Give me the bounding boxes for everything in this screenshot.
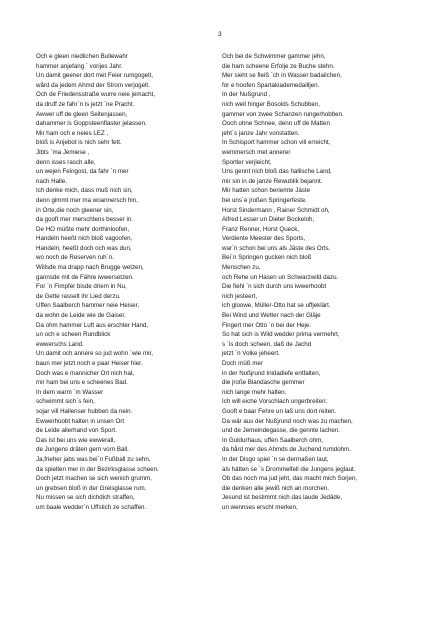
text-line: un och e scheen Rundblick [36, 331, 111, 339]
text-line: Da ohm hammer Luft aus erschter Hand, [36, 321, 149, 329]
text-line: bei uns`e jroßen Springerfeste. [222, 196, 307, 204]
text-line: bloß is Anjebot is nich sehr fett. [36, 139, 122, 147]
text-line: Handeln, heeßt doch och was dun, [36, 244, 132, 252]
text-line: da druff ze fahr`n is jetzt `ne Pracht. [36, 100, 135, 108]
text-line: for e hoofen Spartakiademedailljen. [222, 81, 320, 89]
text-line: Fingert mer Otto `n bei der Heje. [222, 321, 312, 329]
text-line: Jibts `ma Jemiese , [36, 148, 90, 156]
text-line: In Guldurhaus, uffen Saalberch ohm, [222, 436, 324, 444]
text-line: da wohn de Leide wie de Gaiser. [36, 312, 126, 320]
text-line: Un damit och annere so jud wohn `wie mir, [36, 350, 153, 358]
text-line: in Orte,die noch gleener sin, [36, 206, 114, 214]
text-line: jeht`s janze Jahr vonstatten. [222, 129, 300, 137]
text-line: Menschen zu, [222, 264, 261, 272]
text-line: war`n schon bei uns als Jäste des Orts. [222, 244, 331, 252]
text-line: de Gette rasselt ihr Lied derzu. [36, 292, 121, 300]
text-line: Willsde ma drapp nach Brugge wetzen, [36, 264, 144, 272]
text-line: nich weit hinger Bosolds Schubben, [222, 100, 321, 108]
text-line: und de Jemeindegasse, die gennte lachen. [222, 427, 340, 435]
text-line: ich gloowe, Müller-Otto hat se uffjeklärt. [222, 302, 331, 310]
text-line: um baale wedder`n Uffstich ze schaffen. [36, 503, 147, 511]
text-line: nach Halle. [36, 177, 67, 185]
text-line: mir sin in de janze Rewublik bejannt. [222, 177, 323, 185]
text-line: un wennses erscht merken, [222, 503, 298, 511]
text-line: die ham scheene Erfolje ze Buche stehn. [222, 62, 335, 70]
text-line: Doch müß mer [222, 360, 263, 367]
text-line: Die fiehl `n sich durch uns iwwerhoobt [222, 283, 327, 291]
text-line: Ja,frieher jabs was bei`n Fußball zu sehn, [36, 455, 151, 463]
text-line: Da wär aus der Nußjrund noch was zu machen, [222, 417, 353, 425]
text-line: nich lange mehr halten. [222, 388, 287, 396]
text-line: Ich denke mich, dass muß nich sin, [36, 187, 133, 195]
text-line: mir ham bei uns e scheenes Bad. [36, 379, 128, 387]
text-line: Ooch ohne Schnee, denn uff de Matten [222, 120, 330, 128]
text-line: wård da jedem Ahmd der Strom verjogelt. [36, 81, 150, 89]
text-line: Doch was e mannicher Ort nich hat, [36, 369, 135, 377]
text-line: De HO müßte mehr dorthinloofen, [36, 225, 130, 233]
text-line: Alfred Lesser un Dieter Bockeloh, [222, 216, 315, 224]
text-line: Och bei de Schwimmer gammer jehn, [222, 53, 326, 60]
text-line: die jroße Blandasche gemmer [222, 379, 305, 387]
text-line: In dem warm `m Wasser [36, 388, 104, 396]
text-line: Gooft e baar Fehre un laß uns dort reiten. [222, 407, 337, 415]
text-line: Uns gennt nich bloß das hallische Land, [222, 168, 332, 176]
text-line: baun mer jetzt noch e paar Heiser hier. [36, 360, 143, 367]
text-line: Och e gleen niedlichen Bullewahr [36, 53, 128, 60]
text-line: For `n Fimpfer bisde driem in Nu, [36, 283, 127, 291]
text-line: Doch jetzt machen se sich wenich grumm, [36, 475, 152, 483]
text-line: de Leide allerhand von Sport. [36, 427, 117, 435]
text-line: die denken alle jewiß nich an morchen. [222, 484, 329, 492]
text-line: Awwer uff de gleen Seitenjassen, [36, 110, 128, 118]
text-line: In Schisport hammer schon vill erreicht, [222, 139, 331, 147]
text-line: Uffen Saalberch hammer neie Heiser, [36, 302, 140, 310]
text-line: gannsde mit de Fähre iwwersetzen. [36, 273, 134, 281]
text-line: Bei Wind und Wetter nach der Gläje [222, 312, 321, 320]
text-line: gammer von zwee Schanzen rungerhobben. [222, 110, 344, 118]
text-line: In der Nußgrund , [222, 91, 271, 99]
text-line: Ich will eiche Vorschlach ungerbreiten: [222, 398, 328, 406]
text-line: un grebsen bloß in der Greisglasse rum. [36, 484, 147, 492]
text-line: denn isses rasch alle, [36, 158, 96, 166]
text-line: Nu missen se sich dichdich straffen, [36, 494, 135, 502]
text-line: schwimmt sich`s fein, [36, 398, 95, 406]
text-line: Franz Renner, Horst Queck, [222, 225, 300, 233]
text-line: da spielten mer in der Bezirksglasse scheen. [36, 465, 159, 473]
right-column [222, 52, 422, 513]
text-line: Mer sieht se fleiß `ch in Wasser badailchen, [222, 72, 342, 80]
text-line: nich jesteert, [222, 292, 258, 300]
text-line: In der Disgo spiel `n se dermaßen laut, [222, 455, 329, 463]
text-line: Ewwerhoobt halten in unsen Ort [36, 417, 125, 425]
text-line: Och de Friedensstraße wurre neie jemacht, [36, 91, 155, 99]
text-line: sojar vill Hallenser hubben da nein. [36, 407, 133, 415]
text-line: de Jungens dräten gern vorn Ball. [36, 446, 129, 454]
text-line: Bei`n Springen gucken nich bloß [222, 254, 312, 262]
text-line: Das ist bei uns wie ewwerall, [36, 436, 116, 444]
text-line: denn gimmt mer ma woannersch hin, [36, 196, 138, 204]
text-line: Un damit geener dort met Feier rumgogelt, [36, 72, 153, 80]
text-line: hammer anjefang ` vorijes Jahr. [36, 62, 123, 70]
text-line: Horst Sindermann , Rainer Schmidt oh, [222, 206, 330, 214]
text-line: da gooft mer merschtens besser in. [36, 216, 133, 224]
text-line: s `is doch scheen, daß de Jachd [222, 340, 312, 348]
text-line: als hätten se `s Drommelfell die Jungens jeglaut. [222, 465, 356, 473]
text-line: dahammer is Goppsteenflaster jelassen. [36, 120, 147, 128]
text-line: da hård mer des Ahmds de Juchend rumdohm. [222, 446, 351, 454]
text-line: Verdiente Meester des Sports, [222, 235, 306, 243]
text-line: Jesund ist bestimmt nich das laude Jedäde, [222, 494, 343, 502]
page-number: 3 [218, 31, 222, 38]
text-line: Handeln heeßt nich bloß vagoofen, [36, 235, 133, 243]
text-line: Mir ham och e neies LEZ , [36, 129, 109, 137]
text-line: Ob das noch ma jud jeht, das macht mich Sorjen, [222, 475, 358, 483]
text-line: wemmersch met annerer [222, 148, 291, 156]
text-line: So hat sich is Wild wedder prima vermehrt, [222, 331, 340, 339]
text-line: Mir hatten schon beriemte Jäste [222, 187, 311, 195]
text-line: in der Nußjrund Inidadiefe entfalten, [222, 369, 321, 377]
left-column [36, 52, 221, 513]
text-line: jetzt `n Volke jeheert. [222, 350, 280, 358]
text-line: un wejen Feingost, da fahr `n mer [36, 168, 129, 176]
text-line: wo noch de Reserven ruh`n. [36, 254, 114, 262]
text-line: och Rehe un Hasen un Schwarzwild dazu. [222, 273, 339, 281]
text-line: Sportler verjleicht. [222, 158, 272, 166]
text-line: ewwerschs Land. [36, 340, 84, 348]
